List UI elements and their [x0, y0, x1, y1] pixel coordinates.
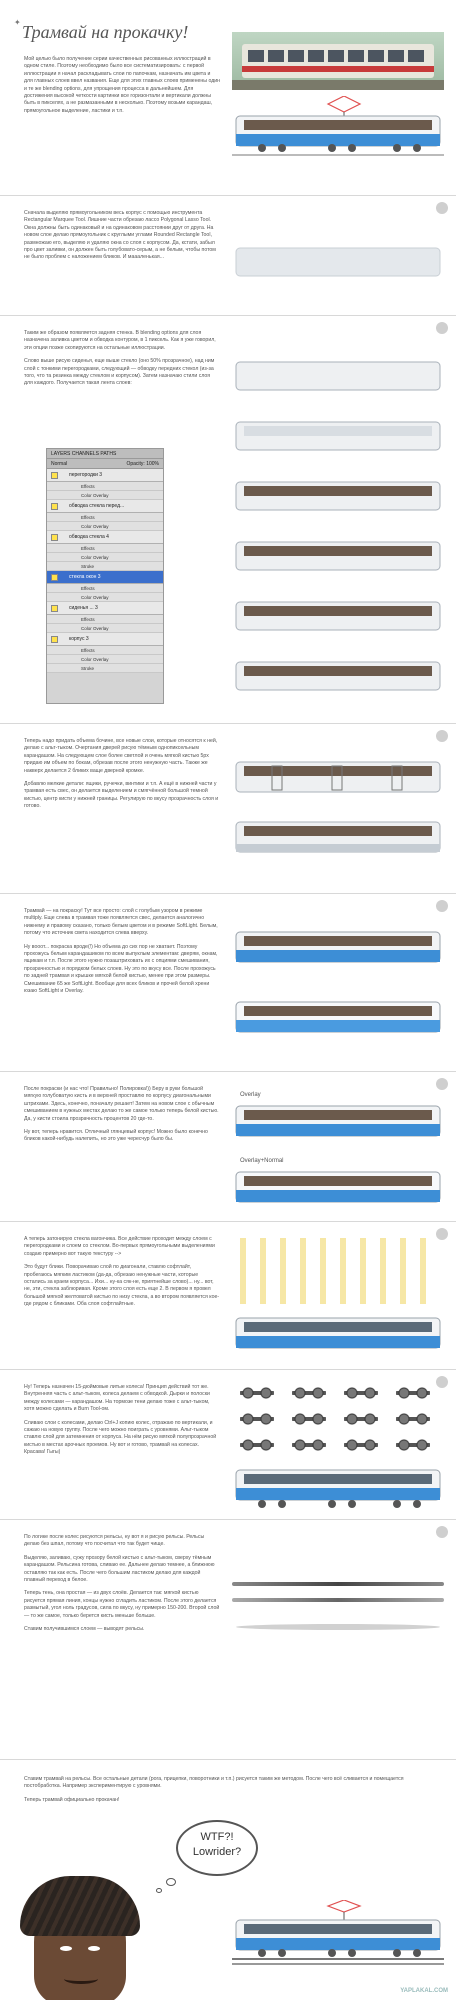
wheel-bogie-icon	[396, 1386, 430, 1400]
bullet-star-icon: ✦	[14, 18, 21, 27]
layer-effect[interactable]: Effects	[47, 646, 163, 655]
section-step-5	[0, 894, 456, 1072]
layers-panel-options	[47, 459, 163, 469]
glass-highlight-stripe	[340, 1238, 346, 1304]
overlay-normal-label: Overlay+Normal	[240, 1158, 284, 1164]
layer-effect[interactable]: Effects	[47, 482, 163, 491]
step-badge-icon	[436, 730, 448, 742]
layer-name: стекла окон 3	[69, 574, 101, 580]
blend-mode-select[interactable]: Normal	[51, 461, 68, 467]
layer-effect[interactable]: Color Overlay	[47, 553, 163, 562]
photoshop-layers-panel	[46, 448, 164, 704]
layer-effect[interactable]: Effects	[47, 544, 163, 553]
layer-row[interactable]	[47, 469, 163, 482]
glass-highlight-stripe	[380, 1238, 386, 1304]
section-intro	[0, 0, 456, 196]
layer-name: обводка стекла 4	[69, 534, 109, 540]
rail-shadow	[236, 1624, 440, 1630]
bubble-tail	[166, 1878, 176, 1886]
eye-visibility-icon[interactable]	[51, 574, 58, 581]
paragraph: Теперь трамвай официально прокачан!	[24, 1796, 120, 1803]
paragraph: Сливаю слои с колесами, делаю Ctrl+J копию колес, отражаю по вертикали, и сажаю на новую группу. После чего можно поиграть с уровнями. Альт-тыком ставлю слой для затемнения от корпуса. На нём рисую мягкой полупрозрачной кистью в местах арочных проемов. Ну вот и готово, трамвай на колесах. Красава! Гыгы)	[24, 1419, 217, 1456]
paragraph: Сначала выделяю прямоугольником весь корпус с помощью инструмента Rectangular Marquee Tool. Лишние части обрезаю лассо Polygonal Lasso Tool. Окна должны быть одинаковый и на одинаковом расстоянии друг от друга. На новом слое делаю прямоугольник с круглыми углами Rounded Rectangle Tool, размножаю его, выделяю и удаляю окна со слоя с корпусом. Да, кстати, забыл про цвет заливки, он должен быть голубовато-серым, а не белым, чтобы потом не было проблем с наложением бликов. И маааленькая...	[24, 210, 216, 261]
step-badge-icon	[436, 1078, 448, 1090]
paragraph: Таким же образом появляется задняя стенка. В blending options для слоя назначена заливка цветом и обводка контуром, в 1 пиксель. Как я уже говорил, эти опции позже скопируются на остальные иллюстрации.	[24, 330, 216, 351]
layers-list	[47, 469, 163, 673]
tram-illustration-final	[232, 96, 444, 160]
paragraph: Ставим получившимся слоем — выводят рельсы.	[24, 1626, 145, 1633]
tram-window-strip	[244, 426, 432, 436]
final-text	[24, 1776, 424, 1810]
paragraph: По логике после колес рисуются рельсы, ну вот я и рисую рельсы. Рельсы делаю без шпал, потому что посчитал что так будет чище.	[24, 1534, 205, 1548]
step-2-text	[24, 210, 220, 268]
glass-highlight-stripe	[280, 1238, 286, 1304]
wheel-bogie-icon	[344, 1438, 378, 1452]
section-step-8	[0, 1370, 456, 1520]
layer-row[interactable]	[47, 531, 163, 544]
bubble-tail	[156, 1888, 162, 1893]
eye-visibility-icon[interactable]	[51, 534, 58, 541]
wheel-bogie-icon	[240, 1412, 274, 1426]
layer-row[interactable]	[47, 500, 163, 513]
step-badge-icon	[436, 1228, 448, 1240]
tram-photo	[232, 32, 444, 90]
paragraph: Ну! Теперь назначен 15-дюймовые литые колеса! Принцип действий тот же. Внутренняя часть с альт-тыком, колеса делаем с обводкой. Дырки и полоски между колесами — карандашом. На тормозе тени делаю тоже с альт-тыком, хотя можно сделать и Burn Tool-ом.	[24, 1384, 210, 1413]
layer-name: обводка стекла перед...	[69, 503, 125, 509]
watermark: YAPLAKAL.COM	[400, 1988, 448, 1994]
section-step-9	[0, 1520, 456, 1760]
paragraph: Добавлю мелкие детали: ящики, ручечки, винтики и т.п. А ещё в нижней части у трамвая есть свес, он делается выделением и смягчённой большой темной кистью, центр кисти у нижней границы. Регулирую по вкусу прозрачность слоя и готово.	[24, 781, 219, 810]
paragraph: Это будут блики. Поворачиваю слой по диагонали, ставлю софтлайт, пробегаюсь мягким ластиком (да-да, обрезаю ненужные части, которые остались за краем корпуса... Ихи... ну-ка сяк-не, приятнейше слово)... ну... вот, не, эти, стекла заблюривая. Кроме этого слоя есть еще 2. В первом я провел большой мягкой желтоватой кистью по низу стекла, а во втором появляется кое-где рядом с бликами. Оба слоя софтлайтные.	[24, 1264, 220, 1308]
layers-panel-tabs: LAYERS CHANNELS PATHS	[47, 449, 163, 459]
tram-on-wheels	[232, 1466, 444, 1512]
paragraph: Ну вооот... покраска вроде(!) Но объема до сих пор не хватает. Поэтому прохожусь белым карандашиком по всем выпуклым элементам: дверям, окнам, ящикам и т.п. После этого нужно позаштриховать их с опциями смешивания, прозрачностью и порядком белых слоев. Ну это по вкусу все. После прохожусь по задней трамвая и крышке мягкой белой кистью, менее при этом размеры. Смешивание 65 же SoftLight. Вообще для всех бликов и прочей белой хрени юзаю SoftLight и Overlay.	[24, 943, 218, 995]
layer-effect[interactable]: Color Overlay	[47, 593, 163, 602]
layer-effect[interactable]: Color Overlay	[47, 624, 163, 633]
layer-row[interactable]	[47, 633, 163, 646]
rail-near	[232, 1598, 444, 1602]
tram-layer-steps	[232, 356, 444, 716]
paragraph: Трамвай — на покраску! Тут все просто: слой с голубым узором в режиме multiply. Еще слева в трамвая тоже появляется свес, делается аналогично нижнему и правому сказано, только белым цветом и в режиме SoftLight. Белым, потому что источник света находится слева вверху.	[24, 908, 218, 937]
step-badge-icon	[436, 322, 448, 334]
step-9-text	[24, 1534, 220, 1639]
step-4-text	[24, 738, 220, 817]
tram-window-strip	[244, 666, 432, 676]
glass-highlight-stripe	[360, 1238, 366, 1304]
eye-visibility-icon[interactable]	[51, 472, 58, 479]
layer-row[interactable]	[47, 571, 163, 584]
wheel-bogie-icon	[292, 1386, 326, 1400]
tram-window-strip	[244, 606, 432, 616]
wheel-bogie-icon	[292, 1412, 326, 1426]
paragraph: Мой целью было получение серии качественных рисованных иллюстраций в одном стиле. Поэтому необходимо было все систематизировать: с первой иллюстрации я начал раскладывать слои по папочкам, назначать им цвета и для главных слоев ввел названия. Еще для этих главных слоев применены один и те же blending options, для упрощения процесса в дальнейшем. Для достижения высокой четкости картинки все горизонтали и вертикали должны быть в пикселях, а не размазанными в несколько. Поэтому возьми карандаш, прямоугольное выделение, ластики и т.п.	[24, 56, 221, 114]
eye-visibility-icon[interactable]	[51, 605, 58, 612]
step-badge-icon	[436, 202, 448, 214]
glass-highlight-stripe	[420, 1238, 426, 1304]
step-5-text	[24, 908, 220, 1001]
layer-name: перегородки 3	[69, 472, 103, 478]
section-step-6	[0, 1072, 456, 1222]
wheel-bogie-icon	[396, 1438, 430, 1452]
final-tram-on-rails	[232, 1900, 444, 1970]
glass-highlight-stripe	[240, 1238, 246, 1304]
glass-highlight-stripe	[320, 1238, 326, 1304]
step-6-text	[24, 1086, 220, 1150]
wheel-bogie-icon	[344, 1412, 378, 1426]
tram-doors-steps	[232, 754, 444, 874]
wheel-bogie-icon	[344, 1386, 378, 1400]
glass-highlight-stripe	[260, 1238, 266, 1304]
paragraph: Выделяю, заливаю, сужу прозору белой кистью с альт-тыком, сверху тёмным карандашом. Рельсина готова, сливаю ее. Дальнее делаю темнее, а ближнюю оставляю так как есть. После чего большим ластиком делаю для каждой плавный переход в белое.	[24, 1554, 215, 1584]
section-step-2	[0, 196, 456, 316]
tram-tinted-windows	[232, 1314, 444, 1354]
opacity-field[interactable]: Opacity: 100%	[126, 461, 159, 467]
layer-name: корпус 3	[69, 636, 89, 642]
tram-window-strip	[244, 546, 432, 556]
section-step-4	[0, 724, 456, 894]
tram-silhouette	[232, 242, 444, 282]
step-8-text	[24, 1384, 220, 1463]
step-badge-icon	[436, 1526, 448, 1538]
paragraph: Теперь надо придать объема бочине, все новые слои, которые относятся к ней, делаю с альт-тыком. Очертания дверей рисую тёмным однопиксельным карандашом. На следующем слое более светлой и очень мягкой кистью 5px придаю им объем по бокам, обрезав после этого ненужную часть. Также же накверх делается 2 бликих ваще дверной кромке.	[24, 738, 218, 774]
layer-row[interactable]	[47, 602, 163, 615]
overlay-label: Overlay	[240, 1092, 261, 1098]
paragraph: Ну вот, теперь нравится. Отличный глянцевый корпус! Можно было конечно бликов какой-нибудь налепить, но это уже чересчур было бы.	[24, 1129, 208, 1143]
section-step-3	[0, 316, 456, 724]
layer-effect[interactable]: Effects	[47, 615, 163, 624]
layer-effect[interactable]: Stroke	[47, 562, 163, 571]
paragraph: А теперь затонирую стекла вагончика. Все действие проходит между слоем с перегородками и слоем со стеклом. Во-первых прямоугольными выделениями создаю примерно вот такую текстуру -->	[24, 1236, 215, 1257]
intro-text	[24, 56, 220, 121]
section-final	[0, 1760, 456, 2000]
paragraph: Слово выше рисую сиденья, еще выше стекло (оно 50% прозрачное), над ним слой с тонкими перегородками, следующий — обводку передних стекол (из-за того, что та резинка между стеклом и корпусом). Затем назначаю стили слоя для каждого. Получается такая лента слоев:	[24, 358, 215, 387]
step-badge-icon	[436, 900, 448, 912]
layer-effect[interactable]: Color Overlay	[47, 491, 163, 500]
paragraph: После покраски (и нас что! Правильно! Полировка!)) Беру в руки большой мягкую голубоватую кисть и в верхней проставлю по корпусу диагональными штрихами. Здесь, конечно, поначалу решает! Затем на новом слое с обычным смешиванием в нужных местах делаю то же самое только теперь белой кистью. Да, у кисти стоила прозрачность процентов 20 где-то.	[24, 1086, 219, 1122]
tram-window-strip	[244, 486, 432, 496]
step-3-text	[24, 330, 220, 394]
page-title: Трамвай на прокачку!	[22, 22, 189, 42]
layer-effect[interactable]: Effects	[47, 513, 163, 522]
layer-effect[interactable]: Color Overlay	[47, 655, 163, 664]
rail-far	[232, 1582, 444, 1586]
section-step-7	[0, 1222, 456, 1370]
tram-body-step	[236, 362, 440, 390]
eye-visibility-icon[interactable]	[51, 503, 58, 510]
tram-painted-steps	[232, 924, 444, 1054]
eye-visibility-icon[interactable]	[51, 636, 58, 643]
layer-effect[interactable]: Color Overlay	[47, 522, 163, 531]
wheel-bogie-icon	[240, 1386, 274, 1400]
step-7-text	[24, 1236, 220, 1315]
wheel-bogie-icon	[240, 1438, 274, 1452]
layer-effect[interactable]: Stroke	[47, 664, 163, 673]
meme-face-image	[20, 1876, 140, 2000]
paragraph: Теперь тень, она простая — из двух слоёв. Делается так: мягкой кистью рисуется прямая линия, концы нужно сгладить ластиком. После этого делается размытый, угол ноль градусов, сила по вкусу, ну примерно 150-200. Второй слой — то же самое, только берется кисть меньше больше.	[24, 1590, 220, 1619]
wheel-bogie-icon	[292, 1438, 326, 1452]
bubble-text: WTF?! Lowrider?	[192, 1831, 242, 1858]
tram-glossy-steps	[232, 1102, 444, 1212]
layer-effect[interactable]: Effects	[47, 584, 163, 593]
wheel-bogie-icon	[396, 1412, 430, 1426]
glass-highlight-stripe	[300, 1238, 306, 1304]
glass-highlight-stripe	[400, 1238, 406, 1304]
step-badge-icon	[436, 1376, 448, 1388]
paragraph: Ставим трамвай на рельсы. Все остальные детали (рога, прицепки, поворотники и т.п.) рисуется таким же методом. После чего всё сливается и помещается постобработка. Например экспериментирую с уровнями.	[24, 1776, 404, 1790]
layer-name: сиденья ... 3	[69, 605, 98, 611]
